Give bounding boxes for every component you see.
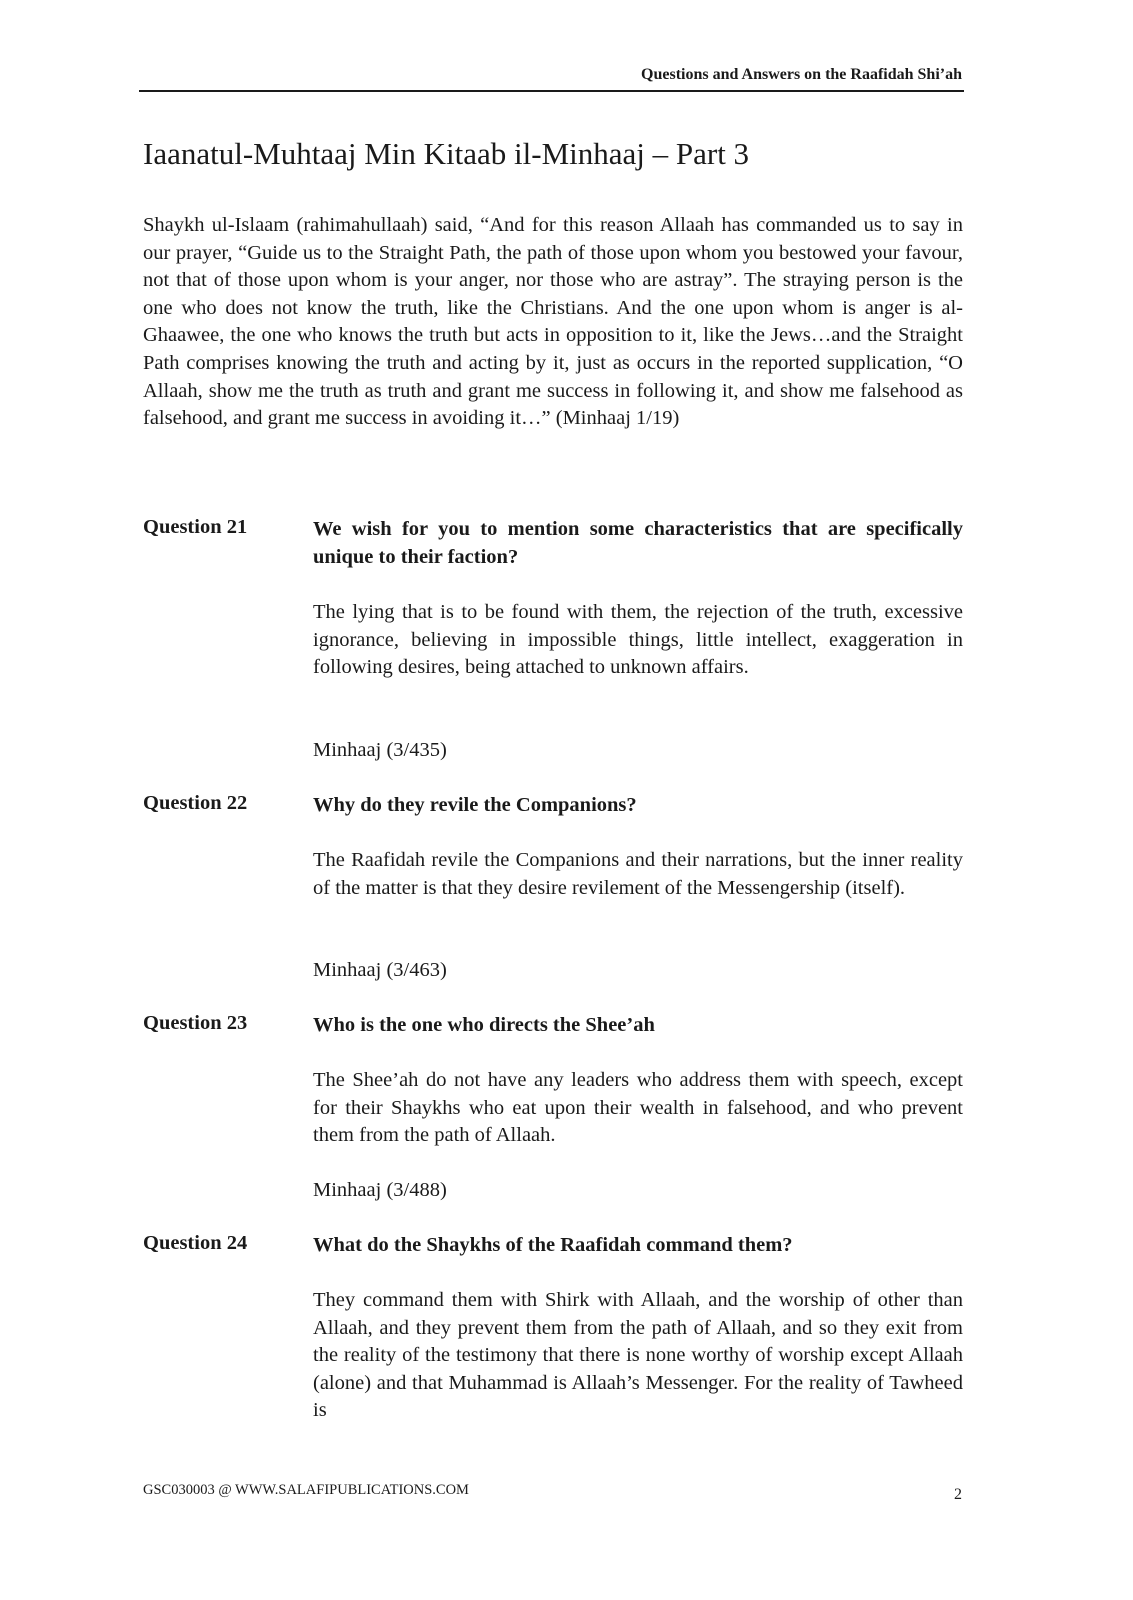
running-header: Questions and Answers on the Raafidah Shi’ah [641, 66, 962, 83]
header-divider [139, 90, 964, 92]
question-label: Question 23 [143, 1012, 248, 1034]
question-label: Question 24 [143, 1232, 248, 1254]
footer-source: GSC030003 @ WWW.SALAFIPUBLICATIONS.COM [143, 1482, 469, 1498]
answer-reference: Minhaaj (3/463) [313, 959, 447, 981]
answer-text: They command them with Shirk with Allaah, and the worship of other than Allaah, and they prevent them from the path of Allaah, and so they exit from the reality of the testimony that there is none worthy of worship except Allaah (alone) and that Muhammad is Allaah’s Messenger. For the reality of Tawheed is [313, 1289, 963, 1422]
intro-paragraph: Shaykh ul-Islaam (rahimahullaah) said, “And for this reason Allaah has commanded us to say in our prayer, “Guide us to the Straight Path, the path of those upon whom you bestowed your favour, not that of those upon whom is your anger, nor those who are astray”. The straying person is the one who does not know the truth, like the Christians. And the one upon whom is anger is al-Ghaawee, the one who knows the truth but acts in opposition to it, like the Jews…and the Straight Path comprises knowing the truth and acting by it, just as occurs in the reported supplication, “O Allaah, show me the truth as truth and grant me success in following it, and show me falsehood as falsehood, and grant me success in avoiding it…” (Minhaaj 1/19) [143, 214, 963, 430]
question-text: Why do they revile the Companions? [313, 794, 637, 816]
question-text: Who is the one who directs the Shee’ah [313, 1014, 655, 1036]
page-number: 2 [954, 1486, 962, 1503]
answer-text: The Shee’ah do not have any leaders who address them with speech, except for their Shaykhs who eat upon their wealth in falsehood, and who prevent them from the path of Allaah. [313, 1069, 963, 1147]
question-label: Question 21 [143, 516, 248, 538]
answer-reference: Minhaaj (3/435) [313, 739, 447, 761]
question-text: We wish for you to mention some characteristics that are specifically unique to their faction? [313, 518, 963, 568]
answer-text: The Raafidah revile the Companions and their narrations, but the inner reality of the matter is that they desire revilement of the Messengership (itself). [313, 849, 963, 899]
answer-text: The lying that is to be found with them, the rejection of the truth, excessive ignorance, believing in impossible things, little intellect, exaggeration in following desires, being attached to unknown affairs. [313, 601, 963, 679]
question-label: Question 22 [143, 792, 248, 814]
answer-reference: Minhaaj (3/488) [313, 1179, 447, 1201]
page-title: Iaanatul-Muhtaaj Min Kitaab il-Minhaaj – Part 3 [143, 136, 750, 171]
question-text: What do the Shaykhs of the Raafidah command them? [313, 1234, 793, 1256]
